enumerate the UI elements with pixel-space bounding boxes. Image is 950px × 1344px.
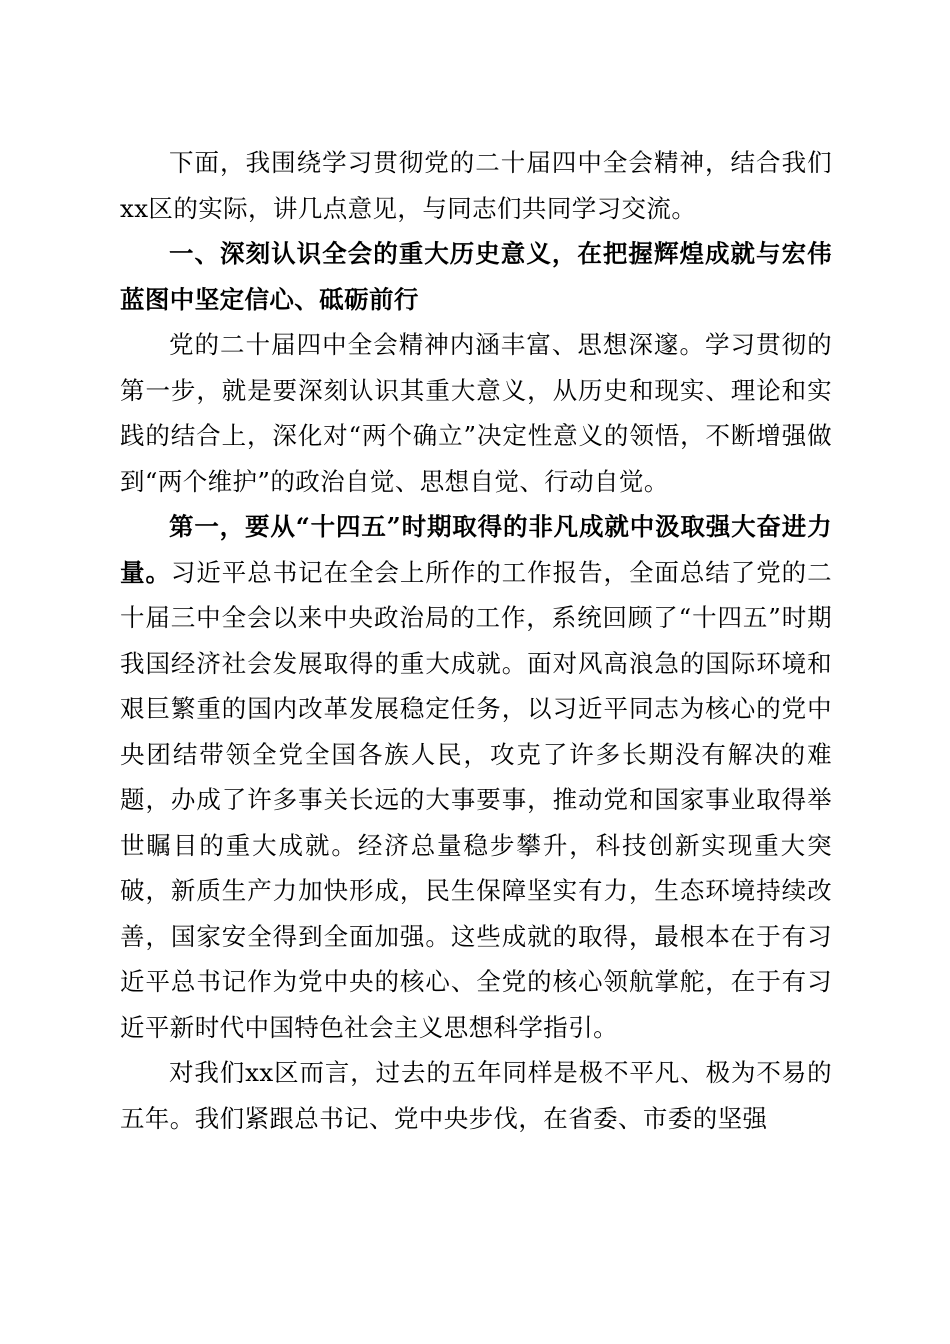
section-1-body-paragraph: 党的二十届四中全会精神内涵丰富、思想深邃。学习贯彻的第一步，就是要深刻认识其重大意义，从历史和现实、理论和实践的结合上，深化对“两个确立”决定性意义的领悟，不断增强做到“两个维护”的政治自觉、思想自觉、行动自觉。 bbox=[120, 330, 832, 496]
district-review-paragraph: 对我们xx区而言，过去的五年同样是极不平凡、极为不易的五年。我们紧跟总书记、党中央步伐，在省委、市委的坚强 bbox=[120, 1058, 832, 1133]
section-1-heading: 一、深刻认识全会的重大历史意义，在把握辉煌成就与宏伟蓝图中坚定信心、砥砺前行 bbox=[120, 239, 832, 314]
point-1-paragraph bbox=[120, 504, 832, 1050]
intro-paragraph: 下面，我围绕学习贯彻党的二十届四中全会精神，结合我们xx区的实际，讲几点意见，与同志们共同学习交流。 bbox=[120, 148, 832, 223]
point-1-lead: 第一，要从“十四五”时期取得的非凡成就中汲取强大奋进力量。 bbox=[120, 512, 832, 587]
document-body bbox=[120, 140, 832, 1141]
point-1-text: 习近平总书记在全会上所作的工作报告，全面总结了党的二十届三中全会以来中央政治局的工作，系统回顾了“十四五”时期我国经济社会发展取得的重大成就。面对风高浪急的国际环境和艰巨繁重的国内改革发展稳定任务，以习近平同志为核心的党中央团结带领全党全国各族人民，攻克了许多长期没有解决的难题，办成了许多事关长远的大事要事，推动党和国家事业取得举世瞩目的重大成就。经济总量稳步攀升，科技创新实现重大突破，新质生产力加快形成，民生保障坚实有力，生态环境持续改善，国家安全得到全面加强。这些成就的取得，最根本在于有习近平总书记作为党中央的核心、全党的核心领航掌舵，在于有习近平新时代中国特色社会主义思想科学指引。 bbox=[120, 557, 832, 1042]
